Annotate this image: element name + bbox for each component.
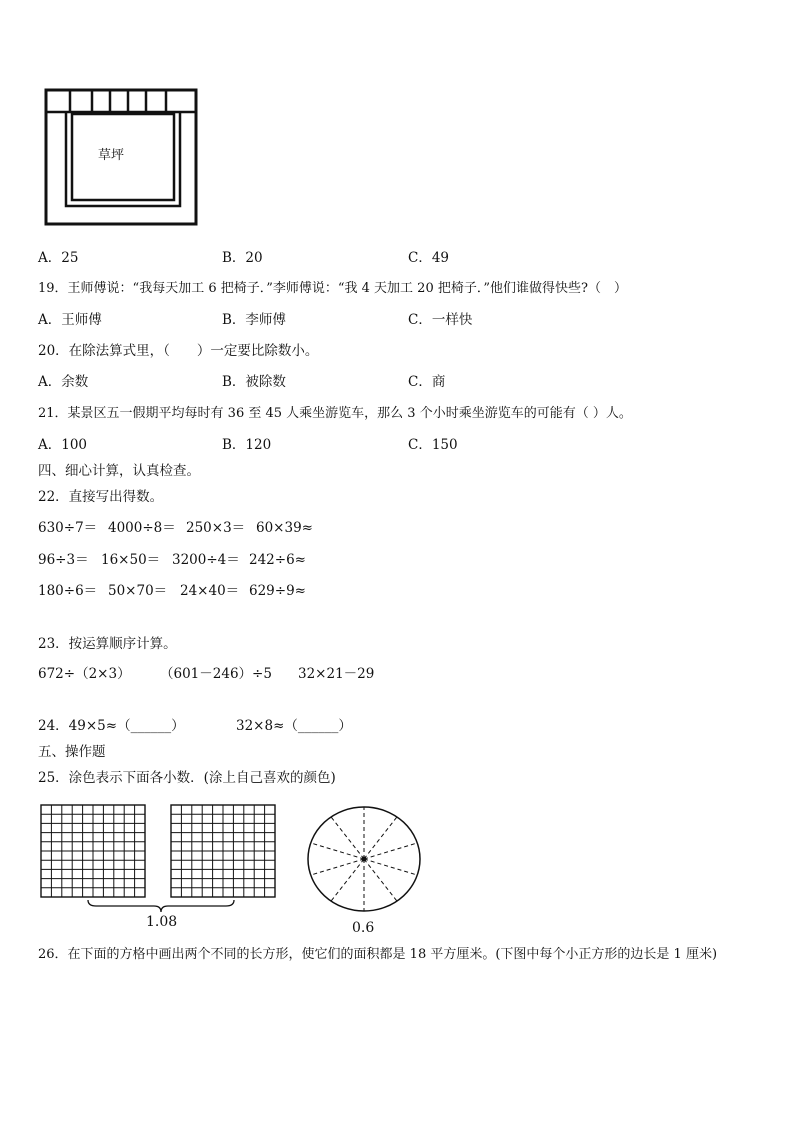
q20-question: 20．在除法算式里，（ ）一定要比除数小。 xyxy=(38,343,319,359)
q22-r2-c3: 3200÷4＝ xyxy=(172,552,240,568)
q25-title: 25．涂色表示下面各小数．(涂上自己喜欢的颜色) xyxy=(38,770,336,786)
circle-label: 0.6 xyxy=(352,920,375,936)
circle-sector-line xyxy=(331,859,364,901)
circle-sector-line xyxy=(364,817,397,859)
hundred-grid-1[interactable] xyxy=(40,804,146,898)
q22-r2-c1: 96÷3＝ xyxy=(38,552,89,568)
q22-r3-c1: 180÷6＝ xyxy=(38,583,98,599)
q21-question: 21．某景区五一假期平均每时有 36 至 45 人乘坐游览车，那么 3 个小时乘坐游览车的可能有（ ）人。 xyxy=(38,406,632,421)
q22-r3-c3: 24×40＝ xyxy=(180,583,240,599)
circle-center xyxy=(362,857,367,862)
circle-sector-line xyxy=(364,843,417,859)
q22-r2-c2: 16×50＝ xyxy=(101,552,161,568)
circle-sector-line xyxy=(311,843,364,859)
q18-option-c[interactable]: C．49 xyxy=(408,250,450,266)
q23-item-2: （601－246）÷5 xyxy=(160,666,272,682)
section4-heading: 四、细心计算，认真检查。 xyxy=(38,463,200,479)
q23-item-3: 32×21－29 xyxy=(298,666,375,682)
q23-title: 23．按运算顺序计算。 xyxy=(38,636,177,652)
q22-r1-c2: 4000÷8＝ xyxy=(108,520,176,536)
divided-circle[interactable] xyxy=(305,804,423,914)
brace xyxy=(86,898,236,914)
q22-r3-c4: 629÷9≈ xyxy=(249,583,306,599)
q22-r2-c4: 242÷6≈ xyxy=(249,552,306,568)
q22-r1-c4: 60×39≈ xyxy=(256,520,313,536)
q21-option-c[interactable]: C．150 xyxy=(408,437,458,453)
q22-r1-c1: 630÷7＝ xyxy=(38,520,98,536)
lawn-label: 草坪 xyxy=(98,148,125,163)
q22-title: 22．直接写出得数。 xyxy=(38,489,164,505)
circle-sector-line xyxy=(364,859,417,875)
q21-option-b[interactable]: B．120 xyxy=(222,437,272,453)
circle-sector-line xyxy=(331,817,364,859)
q26-title: 26．在下面的方格中画出两个不同的长方形，使它们的面积都是 18 平方厘米。(下图中每个小正方形的边长是 1 厘米) xyxy=(38,947,718,962)
circle-sector-line xyxy=(311,859,364,875)
q24-item-1[interactable]: 24．49×5≈（______） xyxy=(38,718,185,734)
grid-label: 1.08 xyxy=(146,914,178,930)
q22-r1-c3: 250×3＝ xyxy=(186,520,246,536)
q19-option-a[interactable]: A．王师傅 xyxy=(38,312,102,328)
q18-option-a[interactable]: A．25 xyxy=(38,250,79,266)
q19-option-c[interactable]: C．一样快 xyxy=(408,312,473,328)
q20-option-b[interactable]: B．被除数 xyxy=(222,374,286,390)
q20-option-c[interactable]: C．商 xyxy=(408,374,446,390)
q21-option-a[interactable]: A．100 xyxy=(38,437,88,453)
q19-question: 19．王师傅说：“我每天加工 6 把椅子．”李师傅说：“我 4 天加工 20 把椅子．”他们谁做得快些?（ ） xyxy=(38,281,627,296)
q23-item-1: 672÷（2×3） xyxy=(38,666,131,682)
q22-r3-c2: 50×70＝ xyxy=(108,583,168,599)
circle-sector-line xyxy=(364,859,397,901)
q20-option-a[interactable]: A．余数 xyxy=(38,374,89,390)
q24-item-2[interactable]: 32×8≈（______） xyxy=(236,718,352,734)
q18-option-b[interactable]: B．20 xyxy=(222,250,263,266)
q19-option-b[interactable]: B．李师傅 xyxy=(222,312,286,328)
hundred-grid-2[interactable] xyxy=(170,804,276,898)
section5-heading: 五、操作题 xyxy=(38,744,106,760)
